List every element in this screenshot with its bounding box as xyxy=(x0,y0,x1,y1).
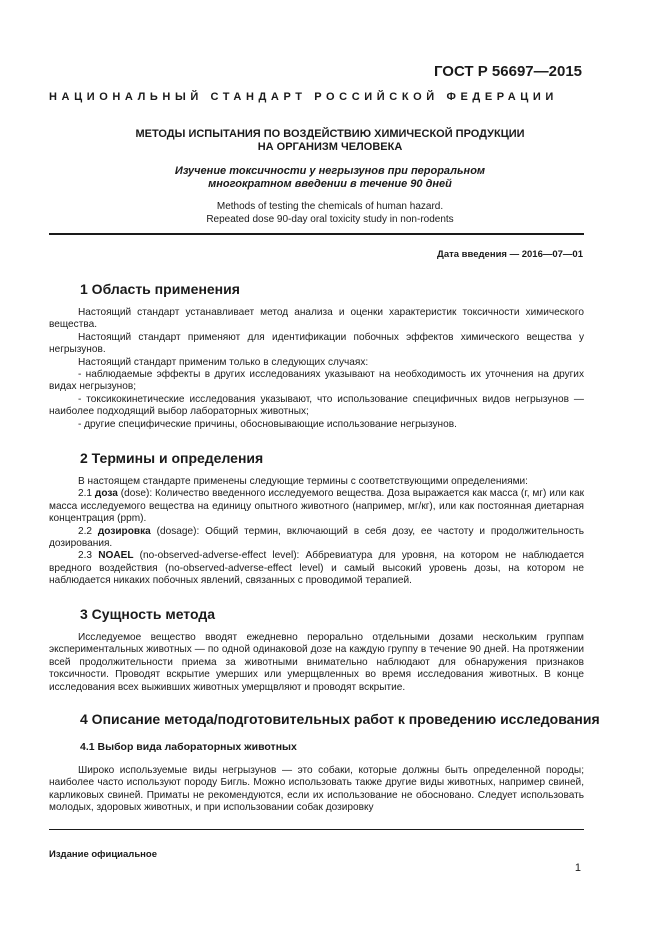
footer-divider xyxy=(49,829,584,830)
term-name: дозировка xyxy=(97,525,151,537)
section-2-body xyxy=(49,476,584,588)
term-name: NOAEL xyxy=(98,550,134,562)
paragraph: Настоящий стандарт устанавливает метод анализа и оценки характеристик токсичности химического вещества. xyxy=(49,307,584,331)
header-divider xyxy=(49,233,584,235)
paragraph: Настоящий стандарт применим только в следующих случаях: xyxy=(78,356,369,368)
title-line-2: НА ОРГАНИЗМ ЧЕЛОВЕКА xyxy=(257,141,403,153)
list-item: - другие специфические причины, обосновывающие использование негрызунов. xyxy=(78,418,457,430)
term-definition xyxy=(49,550,584,587)
section-3-heading: 3 Сущность метода xyxy=(80,606,216,622)
term-definition xyxy=(49,488,584,525)
paragraph: Исследуемое вещество вводят ежедневно перорально отдельными дозами нескольким группам экспериментальных животных — по одной одинаковой дозе на каждую группу в течение 90 дней. На протяжении всей продолжительности приема за животными внимательно наблюдают для обнаружения признаков токсичности. Проводят вскрытие умерших или умерщвленных во время исследования животных. В конце исследования всех выживших животных умерщвляют и проводят вскрытие. xyxy=(49,632,584,693)
term-number: 2.3 xyxy=(78,550,99,562)
subtitle-line-2: многократном введении в течение 90 дней xyxy=(208,178,452,190)
section-4-heading: 4 Описание метода/подготовительных работ к проведению исследования xyxy=(80,711,600,727)
document-title xyxy=(80,128,580,154)
section-1-heading: 1 Область применения xyxy=(80,281,240,297)
list-item: - токсикокинетические исследования указывают, что использование специфичных видов негрызунов — наиболее подходящий выбор лабораторных животных; xyxy=(49,393,584,418)
paragraph: Широко используемые виды негрызунов — это собаки, которые должны быть определенной породы; наиболее часто используют породу Бигль. Можно использовать также другие виды животных, например свиней, карликовых свиней. Приматы не рекомендуются, если их использование не обосновано. Следует использовать молодых, здоровых животных, и при использовании собак дозировку xyxy=(49,765,584,814)
list-item: - наблюдаемые эффекты в других исследованиях указывают на необходимость их уточнения на других видах негрызунов; xyxy=(49,369,584,393)
english-line-2: Repeated dose 90-day oral toxicity study in non-rodents xyxy=(206,214,454,225)
subtitle-line-1: Изучение токсичности у негрызунов при пероральном xyxy=(174,165,486,177)
introduction-date: Дата введения — 2016—07—01 xyxy=(437,249,583,260)
section-1-body xyxy=(49,307,584,431)
page-number: 1 xyxy=(574,862,581,874)
national-standard-banner: НАЦИОНАЛЬНЫЙ СТАНДАРТ РОССИЙСКОЙ ФЕДЕРАЦИИ xyxy=(49,91,558,103)
term-text: (dose): Количество введенного исследуемого вещества. Доза выражается как масса (г, мг) или как масса исследуемого вещества на единицу опытного животного (например, мг/кг), или как постоянная диетарная концентрация (ppm). xyxy=(49,488,584,525)
paragraph: В настоящем стандарте применены следующие термины с соответствующими определениями: xyxy=(78,476,528,487)
document-subtitle xyxy=(80,165,580,191)
title-line-1: МЕТОДЫ ИСПЫТАНИЯ ПО ВОЗДЕЙСТВИЮ ХИМИЧЕСКОЙ ПРОДУКЦИИ xyxy=(135,128,525,140)
english-line-1: Methods of testing the chemicals of human hazard. xyxy=(216,201,444,212)
official-edition-label: Издание официальное xyxy=(49,849,157,860)
term-name: доза xyxy=(94,488,118,500)
standard-number: ГОСТ Р 56697—2015 xyxy=(433,63,582,80)
term-text: (no-observed-adverse-effect level): Аббревиатура для уровня, на котором не наблюдается вредного воздействия (no-observed-adverse-effect level) и самый высокий уровень дозы, на котором не наблюдается никаких побочных явлений, связанных с проводимой терапией. xyxy=(49,550,584,587)
section-3-body xyxy=(49,632,584,694)
section-4-body xyxy=(49,765,584,815)
english-title xyxy=(80,200,580,226)
term-definition xyxy=(49,526,584,551)
term-text: (dosage): Общий термин, включающий в себя дозу, ее частоту и продолжительность дозирования. xyxy=(49,525,584,550)
term-number: 2.2 xyxy=(78,525,98,537)
subsection-4-1-heading: 4.1 Выбор вида лабораторных животных xyxy=(80,741,297,753)
section-2-heading: 2 Термины и определения xyxy=(80,450,264,466)
paragraph: Настоящий стандарт применяют для идентификации побочных эффектов химического вещества у негрызунов. xyxy=(49,331,584,356)
term-number: 2.1 xyxy=(78,488,95,500)
